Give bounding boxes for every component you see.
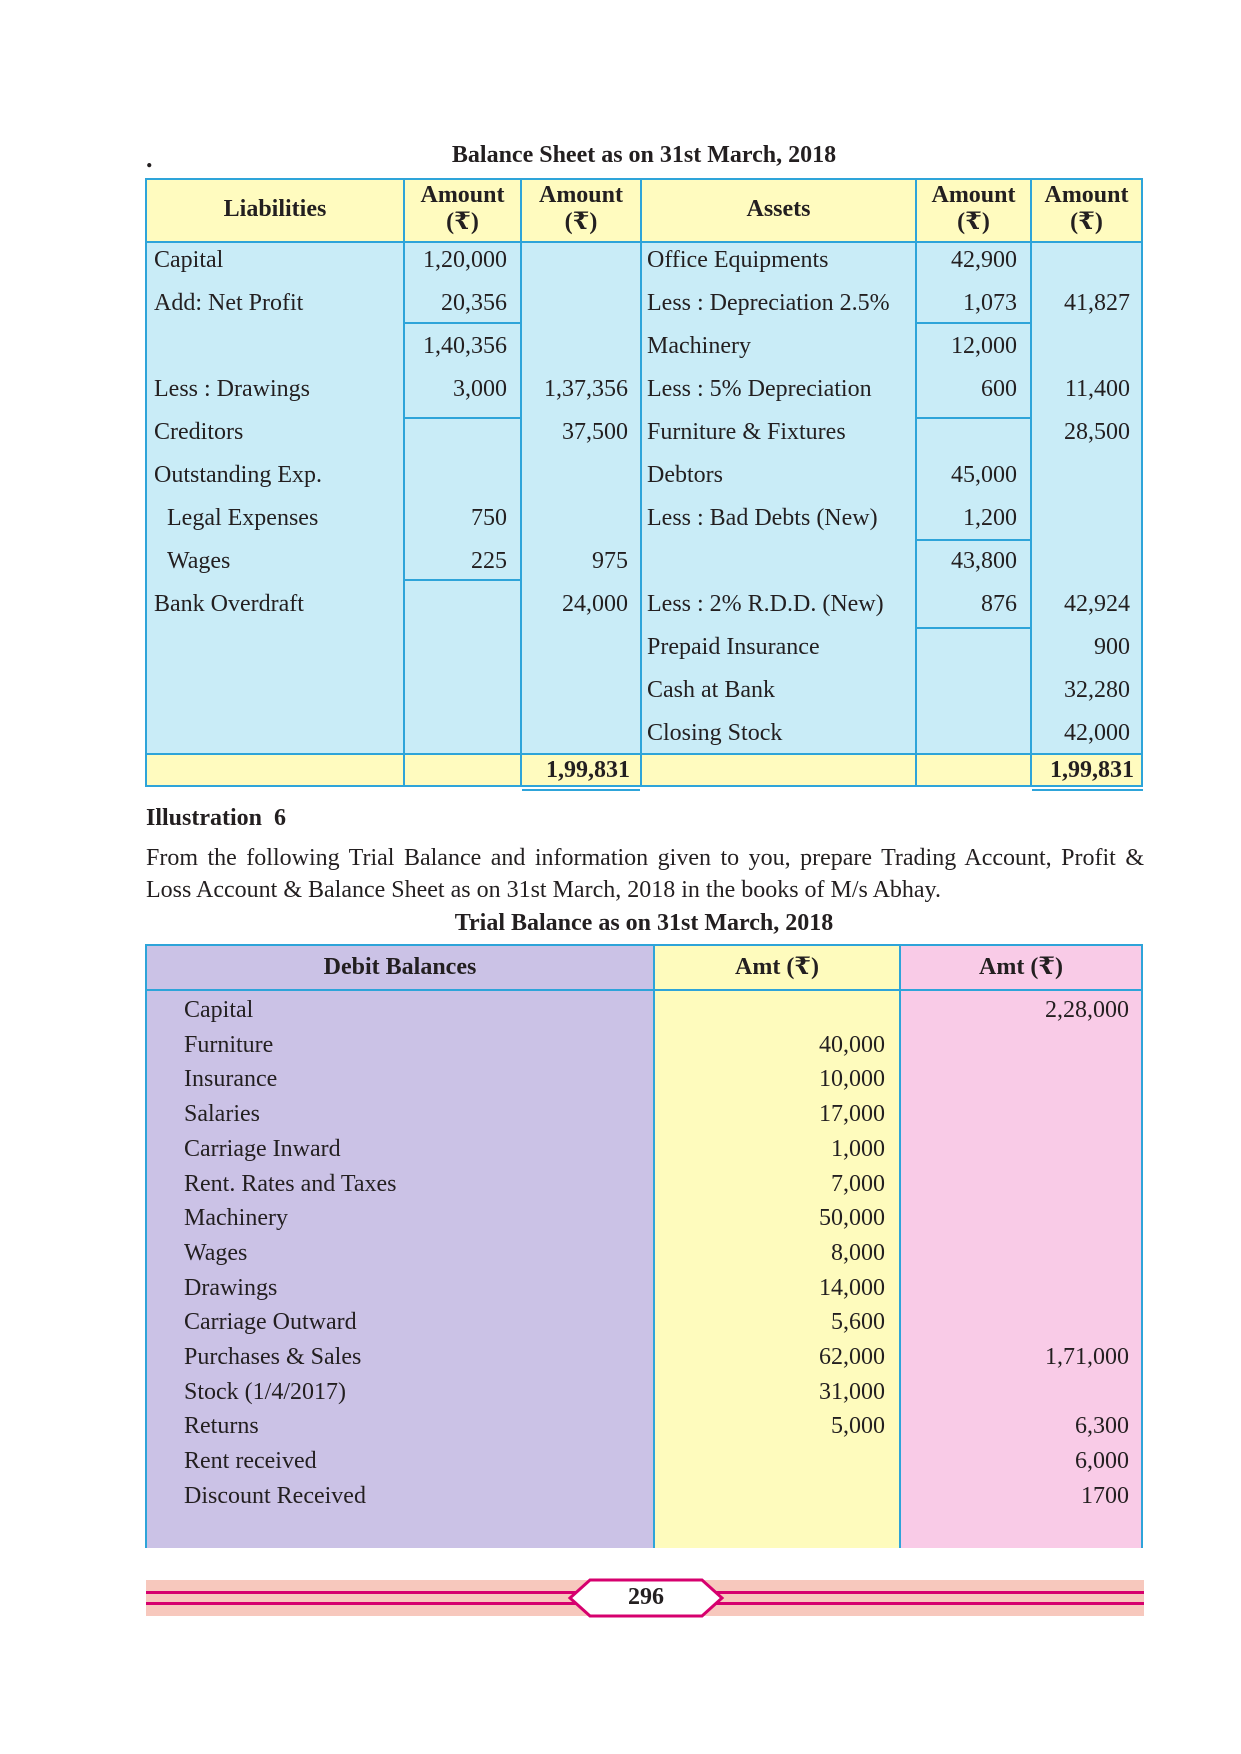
trial-balance-label: Drawings — [184, 1275, 278, 1301]
trial-balance-label: Rent. Rates and Taxes — [184, 1171, 397, 1197]
assets-header: Assets — [746, 196, 811, 222]
trial-balance-label: Machinery — [184, 1205, 288, 1231]
liability-amt2: 1,37,356 — [544, 376, 628, 402]
trial-balance-label: Carriage Outward — [184, 1309, 357, 1335]
asset-label: Less : 5% Depreciation — [647, 376, 872, 402]
liability-label: Less : Drawings — [154, 376, 310, 402]
assets-total: 1,99,831 — [1050, 757, 1134, 783]
trial-balance-debit: 5,600 — [831, 1309, 885, 1335]
asset-label: Cash at Bank — [647, 677, 775, 703]
trial-balance-debit: 7,000 — [831, 1171, 885, 1197]
trial-balance-label: Carriage Inward — [184, 1136, 341, 1162]
liability-amt2: 37,500 — [562, 419, 628, 445]
trial-balance-label: Salaries — [184, 1101, 260, 1127]
asset-amt1: 1,200 — [963, 505, 1017, 531]
asset-label: Closing Stock — [647, 720, 783, 746]
liab-amount-header-2: Amount (₹) — [538, 182, 623, 235]
trial-balance-credit: 1,71,000 — [1045, 1344, 1129, 1370]
trial-balance-credit: 2,28,000 — [1045, 997, 1129, 1023]
asset-amt2: 32,280 — [1064, 677, 1130, 703]
asset-amt1: 12,000 — [951, 333, 1017, 359]
asset-label: Machinery — [647, 333, 751, 359]
asset-label: Furniture & Fixtures — [647, 419, 846, 445]
trial-balance-table — [145, 944, 1143, 1548]
liability-amt1: 1,40,356 — [423, 333, 507, 359]
trial-balance-label: Insurance — [184, 1066, 278, 1092]
asset-amt2: 42,000 — [1064, 720, 1130, 746]
trial-balance-debit: 8,000 — [831, 1240, 885, 1266]
liability-amt2: 24,000 — [562, 591, 628, 617]
liability-label: Legal Expenses — [167, 505, 319, 531]
liabilities-total: 1,99,831 — [546, 757, 630, 783]
amt-header-debit: Amt (₹) — [735, 954, 819, 980]
trial-balance-label: Furniture — [184, 1032, 274, 1058]
asset-amt1: 45,000 — [951, 462, 1017, 488]
balance-sheet-table — [145, 178, 1143, 788]
liability-label: Bank Overdraft — [154, 591, 304, 617]
trial-balance-label: Rent received — [184, 1448, 317, 1474]
balance-sheet-title: Balance Sheet as on 31st March, 2018 — [451, 142, 837, 168]
trial-balance-debit: 40,000 — [819, 1032, 885, 1058]
asset-label: Office Equipments — [647, 247, 829, 273]
trial-balance-debit: 14,000 — [819, 1275, 885, 1301]
asset-amt2: 42,924 — [1064, 591, 1130, 617]
asset-amt1: 876 — [981, 591, 1017, 617]
trial-balance-credit: 6,300 — [1075, 1413, 1129, 1439]
debit-balances-header: Debit Balances — [323, 954, 477, 980]
asset-amt2: 41,827 — [1064, 290, 1130, 316]
asset-label: Less : Bad Debts (New) — [647, 505, 878, 531]
liab-amount-header-1: Amount (₹) — [420, 182, 505, 235]
liability-label: Add: Net Profit — [154, 290, 304, 316]
leading-dot: . — [146, 144, 153, 173]
illustration-text: From the following Trial Balance and information given to you, prepare Trading Account, Profit & Loss Account & Balance Sheet as on 31st March, 2018 in the books of M/s Abhay. — [146, 845, 1144, 903]
asset-amt1: 42,900 — [951, 247, 1017, 273]
liability-amt1: 3,000 — [453, 376, 507, 402]
liability-amt1: 1,20,000 — [423, 247, 507, 273]
liability-amt1: 225 — [471, 548, 507, 574]
trial-balance-debit: 50,000 — [819, 1205, 885, 1231]
trial-balance-credit: 1700 — [1081, 1483, 1129, 1509]
amt-header-credit: Amt (₹) — [979, 954, 1063, 980]
asset-amt1: 43,800 — [951, 548, 1017, 574]
asset-amt2: 11,400 — [1064, 376, 1130, 402]
trial-balance-title: Trial Balance as on 31st March, 2018 — [454, 910, 834, 936]
trial-balance-debit: 31,000 — [819, 1379, 885, 1405]
trial-balance-label: Returns — [184, 1413, 259, 1439]
liability-amt2: 975 — [592, 548, 628, 574]
liability-label: Creditors — [154, 419, 244, 445]
page-footer — [146, 1578, 1144, 1618]
trial-balance-label: Stock (1/4/2017) — [184, 1379, 346, 1405]
liability-amt1: 750 — [471, 505, 507, 531]
liability-label: Wages — [167, 548, 231, 574]
trial-balance-debit: 62,000 — [819, 1344, 885, 1370]
asset-amt1: 600 — [981, 376, 1017, 402]
liabilities-header: Liabilities — [223, 196, 327, 222]
illustration-heading: Illustration 6 — [146, 805, 287, 831]
trial-balance-label: Discount Received — [184, 1483, 366, 1509]
asset-amt2: 900 — [1094, 634, 1130, 660]
trial-balance-label: Wages — [184, 1240, 248, 1266]
asset-amt2: 28,500 — [1064, 419, 1130, 445]
asset-label: Debtors — [647, 462, 723, 488]
trial-balance-debit: 5,000 — [831, 1413, 885, 1439]
trial-balance-debit: 17,000 — [819, 1101, 885, 1127]
liability-amt1: 20,356 — [441, 290, 507, 316]
trial-balance-label: Capital — [184, 997, 254, 1023]
trial-balance-credit: 6,000 — [1075, 1448, 1129, 1474]
asset-amount-header-1: Amount (₹) — [931, 182, 1016, 235]
trial-balance-debit: 10,000 — [819, 1066, 885, 1092]
liability-label: Capital — [154, 247, 224, 273]
trial-balance-debit: 1,000 — [831, 1136, 885, 1162]
asset-amt1: 1,073 — [963, 290, 1017, 316]
asset-label: Less : 2% R.D.D. (New) — [647, 591, 884, 617]
page-number: 296 — [628, 1584, 664, 1610]
asset-label: Less : Depreciation 2.5% — [647, 290, 890, 316]
trial-balance-label: Purchases & Sales — [184, 1344, 362, 1370]
liability-label: Outstanding Exp. — [154, 462, 322, 488]
asset-amount-header-2: Amount (₹) — [1044, 182, 1129, 235]
asset-label: Prepaid Insurance — [647, 634, 820, 660]
